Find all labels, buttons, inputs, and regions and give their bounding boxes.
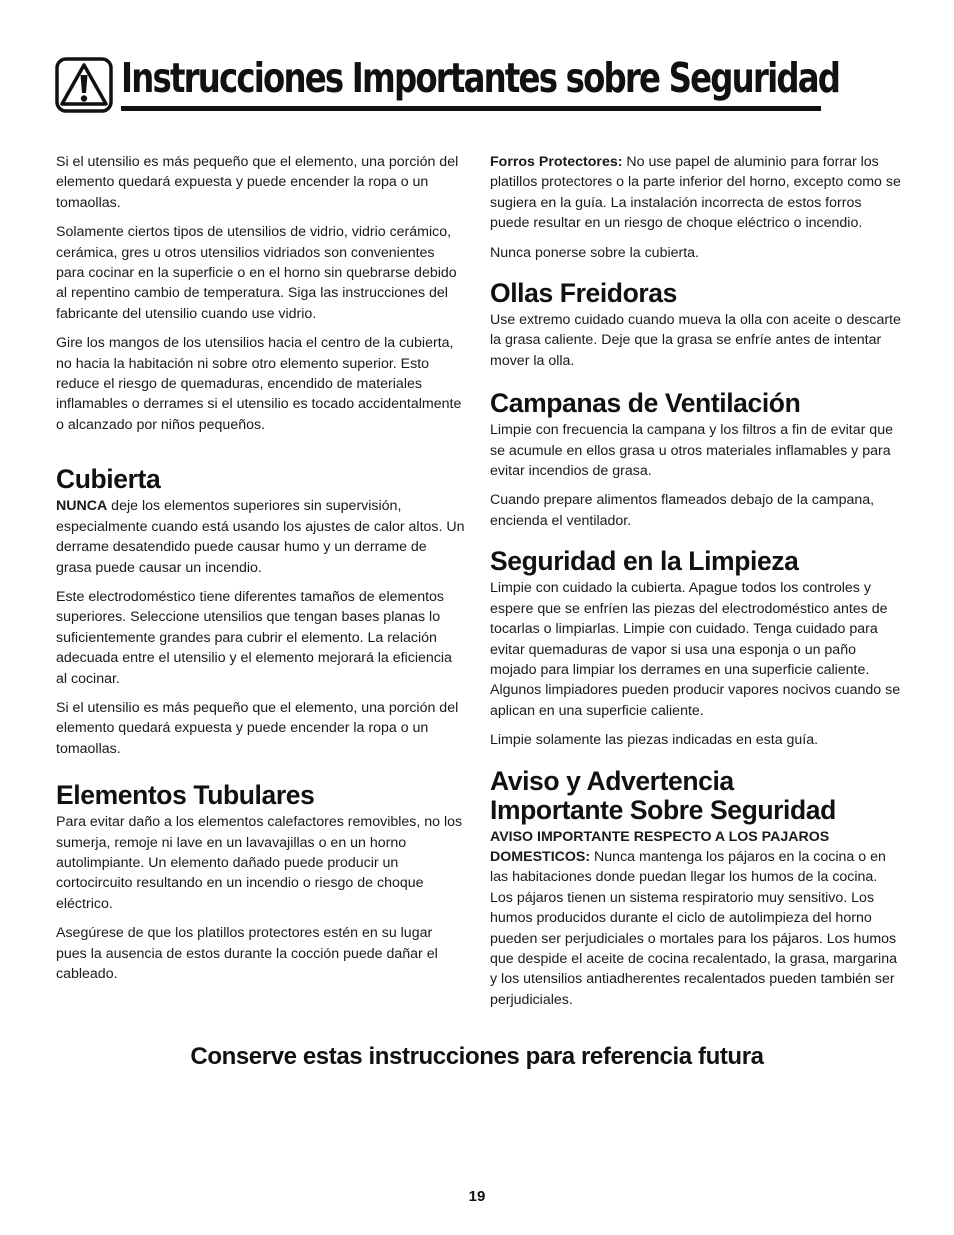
paragraph-text: Nunca mantenga los pájaros en la cocina o en las habitaciones donde puedan llegar los humos de la cocina. Los pájaros tienen un sistema respiratorio muy sensitivo. Los humos producidos durante el ciclo de autolimpieza del horno pueden ser perjudiciales o mortales para los pájaros. Los humos que despide el aceite de cocina recalentado, la grasa, margarina y los utensilios antiadherentes recalentados pueden también ser perjudiciales. [490,848,897,1008]
title-rule [121,106,821,111]
section-heading-ollas-freidoras: Ollas Freidoras [490,278,677,309]
section-heading-campanas: Campanas de Ventilación [490,388,801,419]
paragraph: Solamente ciertos tipos de utensilios de vidrio, vidrio cerámico, cerámica, gres u otros utensilios vidriados son convenientes para cocinar en la superficie o en el horno sin quebrarse debido al repentino cambio de temperatura. Siga las instrucciones del fabricante del utensilio cuando use vidrio. [56,224,457,322]
page-title: Instrucciones Importantes sobre Seguridad [121,54,840,102]
paragraph [490,152,902,234]
paragraph [56,496,466,578]
paragraph: Si el utensilio es más pequeño que el elemento, una porción del elemento quedará expuesta y puede encender la ropa o un tomaollas. [56,154,459,211]
paragraph: Asegúrese de que los platillos protectores estén en su lugar pues la ausencia de estos durante la cocción puede dañar el cableado. [56,925,438,982]
paragraph: Nunca ponerse sobre la cubierta. [490,244,699,261]
paragraph: Cuando prepare alimentos flameados debajo de la campana, encienda el ventilador. [490,492,875,529]
right-column [490,152,902,1019]
page-header [55,50,840,116]
paragraph: Limpie con frecuencia la campana y los filtros a fin de evitar que se acumule en ellos grasa u otros materiales inflamables y para evitar incendios de grasa. [490,422,893,480]
section-heading-limpieza: Seguridad en la Limpieza [490,546,799,577]
section-heading-aviso [490,767,902,825]
bold-lead: AVISO IMPORTANTE RESPECTO A LOS PAJAROS DOMESTICOS: [490,828,830,865]
paragraph: Limpie solamente las piezas indicadas en esta guía. [490,732,819,749]
paragraph: Use extremo cuidado cuando mueva la olla con aceite o descarte la grasa caliente. Deje que la grasa se enfríe antes de intentar mover la olla. [490,312,901,369]
section-heading-cubierta: Cubierta [56,464,161,495]
paragraph: Limpie con cuidado la cubierta. Apague todos los controles y espere que se enfríen las piezas del electrodoméstico antes de tocarlas o limpiarlas. Limpie con cuidado. Tenga cuidado para evitar quemaduras de vapor si usa una esponja o un paño mojado para limpiar los derrames en una superficie caliente. Algunos limpiadores pueden producir vapores nocivos cuando se aplican en una superficie caliente. [490,580,901,719]
paragraph: Este electrodoméstico tiene diferentes tamaños de elementos superiores. Seleccione utensilios que tengan bases planas lo suficientemente grandes para cubrir el elemento. La relación adecuada entre el utensilio y el elemento mejorará la eficiencia al cocinar. [56,588,452,687]
paragraph: Para evitar daño a los elementos calefactores removibles, no los sumerja, remoje ni lave en un lavavajillas o en un horno autolimpiante. Un elemento dañado puede producir un cortocircuito resultando en un incendio o riesgo de choque eléctrico. [56,814,463,912]
footer-note: Conserve estas instrucciones para referencia futura [190,1043,764,1070]
heading-line: Aviso y Advertencia [490,765,734,796]
paragraph-text: No use papel de aluminio para forrar los platillos protectores o la parte inferior del horno, excepto como se sugiera en la guía. La instalación incorrecta de estos forros puede resultar en un riesgo de choque eléctrico o incendio. [490,154,901,232]
bold-lead: NUNCA [56,498,108,515]
section-heading-elementos-tubulares: Elementos Tubulares [56,780,315,811]
paragraph: Gire los mangos de los utensilios hacia el centro de la cubierta, no hacia la habitación ni sobre otro elemento superior. Esto reduce el riesgo de quemaduras, encendido de materiales inflamables o derrames si el utensilio es tocado accidentalmente o alcanzado por niños pequeños. [56,335,462,433]
left-column [56,152,466,993]
paragraph [490,827,902,1011]
heading-line: Importante Sobre Seguridad [490,794,836,825]
paragraph: Si el utensilio es más pequeño que el elemento, una porción del elemento quedará expuesta y puede encender la ropa o un tomaollas. [56,699,459,757]
page-number: 19 [468,1188,486,1205]
bold-lead: Forros Protectores: [490,154,623,170]
warning-triangle-icon [55,57,113,113]
paragraph-text: deje los elementos superiores sin supervisión, especialmente cuando está usando los ajustes de calor altos. Un derrame desatendido puede causar humo y un derrame de grasa puede causar un incendio. [56,498,465,576]
